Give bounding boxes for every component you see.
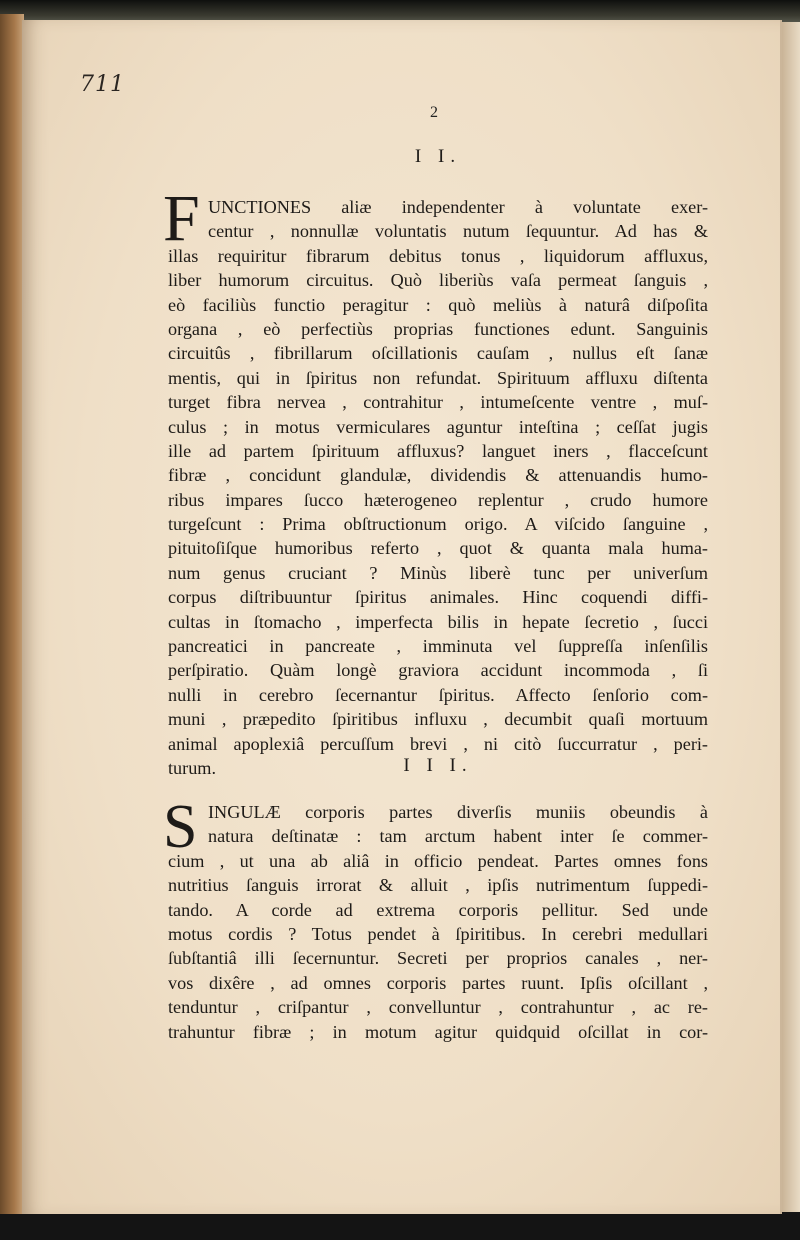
text-line: nutritius ſanguis irrorat & alluit , ipſis nutrimentum ſuppedi- [168,875,708,896]
text-line: animal apoplexiâ percuſſum brevi , ni citò ſuccurratur , peri- [168,733,708,754]
page-number: 2 [430,104,438,121]
handwritten-shelfmark: 711 [80,72,125,97]
next-page-edge [782,22,800,1212]
text-line: illas requiritur fibrarum debitus tonus , liquidorum affluxus, [168,245,708,266]
text-line: eò faciliùs functio peragitur : quò meliùs à naturâ diſpoſita [168,294,708,315]
text-line: natura deſtinatæ : tam arctum habent inter ſe commer- [208,826,708,847]
text-line: mentis, qui in ſpiritus non refundat. Spirituum affluxu diſtenta [168,367,708,388]
text-line: turgeſcunt : Prima obſtructionum origo. A viſcido ſanguine , [168,514,708,535]
text-line: organa , eò perfectiùs proprias functiones edunt. Sanguinis [168,318,708,339]
text-line: nulli in cerebro ſecernantur ſpiritus. Affecto ſenſorio com- [168,684,708,705]
section-ii-body [168,195,708,780]
text-line: tando. A corde ad extrema corporis pellitur. Sed unde [168,899,708,920]
text-line: perſpiratio. Quàm longè graviora accidunt incommoda , ſi [168,660,708,681]
text-line: centur , nonnullæ voluntatis nutum ſequuntur. Ad has & [208,221,708,242]
text-line: turum. [168,757,216,778]
text-line: fibræ , concidunt glandulæ, dividendis & attenuandis humo- [168,465,708,486]
text-line: INGULÆ corporis partes diverſis muniis obeundis à [208,802,708,822]
text-line: motus cordis ? Totus pendet à ſpiritibus. In cerebri medullari [168,923,708,944]
book-bottom-edge [0,1214,800,1240]
text-line: muni , præpedito ſpiritibus influxu , decumbit quaſi mortuum [168,709,708,730]
text-line: ille ad partem ſpirituum affluxus? languet iners , flacceſcunt [168,440,708,461]
text-line: ſubſtantiâ illi ſecernuntur. Secreti per proprios canales , ner- [168,948,708,969]
text-line: trahuntur fibræ ; in motum agitur quidquid oſcillat in cor- [168,1021,708,1042]
text-line: pituitoſiſque humoribus referto , quot & quanta mala huma- [168,538,708,559]
text-line: ribus impares ſucco hæterogeneo replentur , crudo humore [168,489,708,510]
section-heading-iii: I I I. [403,755,473,776]
drop-cap-s: S [163,793,198,861]
text-line: vos dixêre , ad omnes corporis partes ruunt. Ipſis oſcillant , [168,972,708,993]
section-heading-ii: I I. [414,146,462,167]
text-line: tenduntur , criſpantur , convelluntur , contrahuntur , ac re- [168,997,708,1018]
text-line: pancreatici in pancreate , imminuta vel ſuppreſſa inſenſilis [168,636,708,657]
text-line: culus ; in motus vermiculares aguntur inteſtina ; ceſſat jugis [168,416,708,437]
text-line: corpus diſtribuuntur ſpiritus animales. Hinc coquendi diffi- [168,587,708,608]
text-line: num genus cruciant ? Minùs liberè tunc per univerſum [168,562,708,583]
section-iii-body [168,800,708,1044]
text-line: cultas in ſtomacho , imperfecta bilis in hepate ſecretio , ſucci [168,611,708,632]
text-line: circuitûs , fibrillarum oſcillationis cauſam , nullus eſt ſanæ [168,343,708,364]
drop-cap-f: F [163,182,200,255]
text-line: turget fibra nervea , contrahitur , intumeſcente ventre , muſ- [168,392,708,413]
book-spine [0,14,24,1214]
text-line: cium , ut una ab aliâ in officio pendeat. Partes omnes fons [168,850,708,871]
text-line: liber humorum circuitus. Quò liberiùs vaſa permeat ſanguis , [168,270,708,291]
book-top-edge [0,0,800,22]
text-line: UNCTIONES aliæ independenter à voluntate exer- [208,197,708,217]
